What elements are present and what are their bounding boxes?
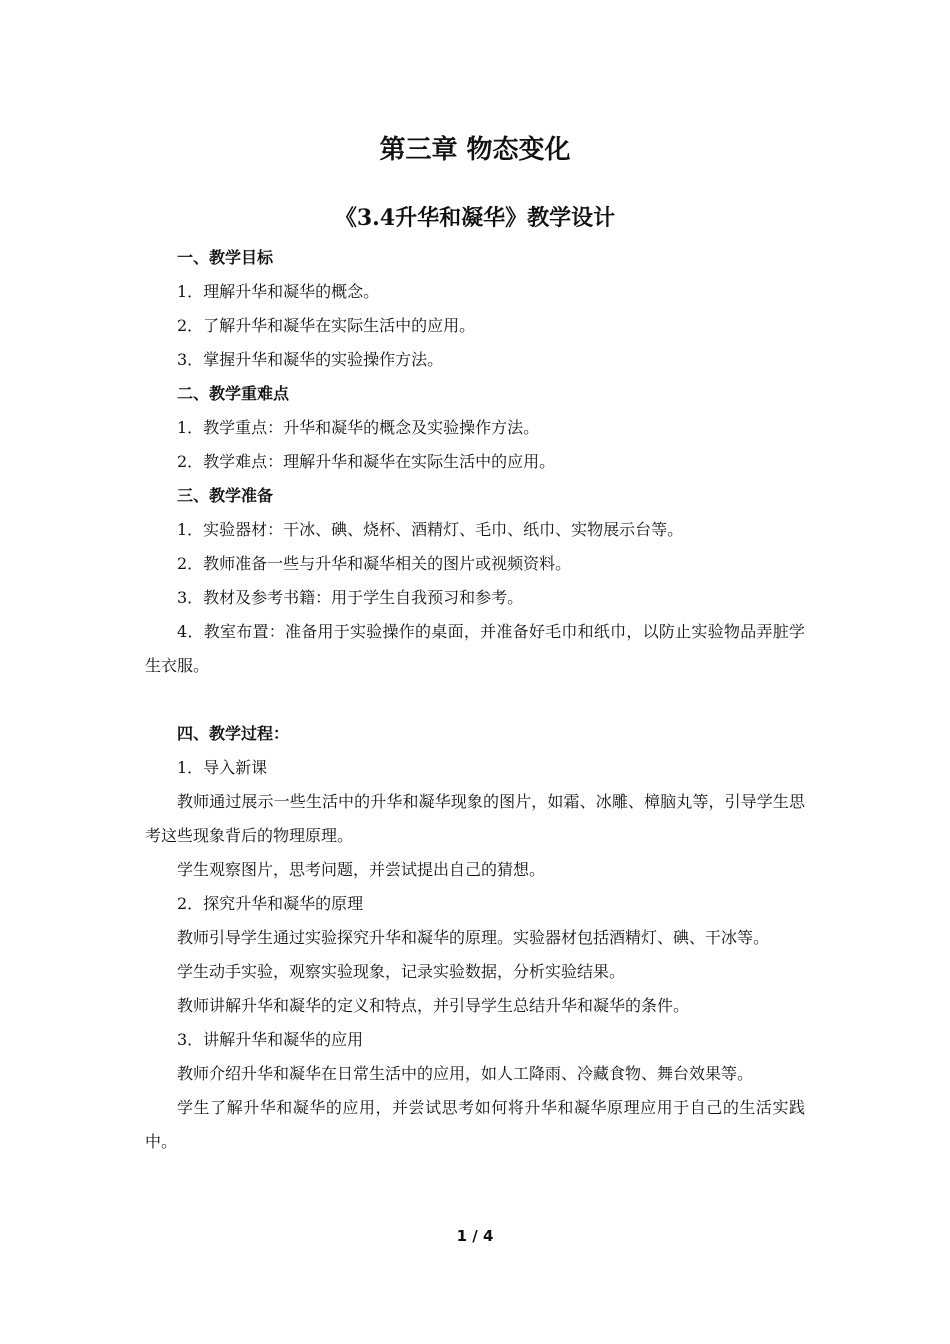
process-paragraph: 教师介绍升华和凝华在日常生活中的应用，如人工降雨、冷藏食物、舞台效果等。 [177, 1064, 754, 1083]
preparation-item: 3．教材及参考书籍：用于学生自我预习和参考。 [177, 588, 524, 607]
page-number: 1 / 4 [456, 1227, 494, 1245]
process-step-heading: 3．讲解升华和凝华的应用 [177, 1030, 364, 1049]
section-heading-preparation: 三、教学准备 [177, 486, 274, 505]
process-paragraph: 学生观察图片，思考问题，并尝试提出自己的猜想。 [177, 860, 546, 879]
section-heading-key-points: 二、教学重难点 [177, 384, 290, 403]
process-paragraph: 教师引导学生通过实验探究升华和凝华的原理。实验器材包括酒精灯、碘、干冰等。 [177, 928, 770, 947]
process-paragraph: 教师通过展示一些生活中的升华和凝华现象的图片，如霜、冰雕、樟脑丸等，引导学生思考这些现象背后的物理原理。 [145, 792, 805, 845]
key-point-item: 1．教学重点：升华和凝华的概念及实验操作方法。 [177, 418, 540, 437]
section-heading-objectives: 一、教学目标 [177, 248, 274, 267]
process-step-heading: 1．导入新课 [177, 758, 268, 777]
paragraph-spacer [145, 683, 805, 717]
objective-item: 1．理解升华和凝华的概念。 [177, 282, 380, 301]
objective-item: 2．了解升华和凝华在实际生活中的应用。 [177, 316, 476, 335]
document-body [145, 241, 805, 1159]
section-heading-process: 四、教学过程： [177, 724, 290, 743]
key-point-item: 2．教学难点：理解升华和凝华在实际生活中的应用。 [177, 452, 556, 471]
preparation-item: 4．教室布置：准备用于实验操作的桌面，并准备好毛巾和纸巾，以防止实验物品弄脏学生衣服。 [145, 622, 805, 675]
preparation-item: 2．教师准备一些与升华和凝华相关的图片或视频资料。 [177, 554, 572, 573]
process-step-heading: 2．探究升华和凝华的原理 [177, 894, 364, 913]
process-paragraph: 学生动手实验，观察实验现象，记录实验数据，分析实验结果。 [177, 962, 626, 981]
process-paragraph: 学生了解升华和凝华的应用，并尝试思考如何将升华和凝华原理应用于自己的生活实践中。 [145, 1098, 805, 1151]
preparation-item: 1．实验器材：干冰、碘、烧杯、酒精灯、毛巾、纸巾、实物展示台等。 [177, 520, 684, 539]
process-paragraph: 教师讲解升华和凝华的定义和特点，并引导学生总结升华和凝华的条件。 [177, 996, 690, 1015]
chapter-title: 第三章 物态变化 [379, 135, 571, 165]
lesson-title: 《3.4升华和凝华》教学设计 [334, 205, 616, 231]
objective-item: 3．掌握升华和凝华的实验操作方法。 [177, 350, 444, 369]
